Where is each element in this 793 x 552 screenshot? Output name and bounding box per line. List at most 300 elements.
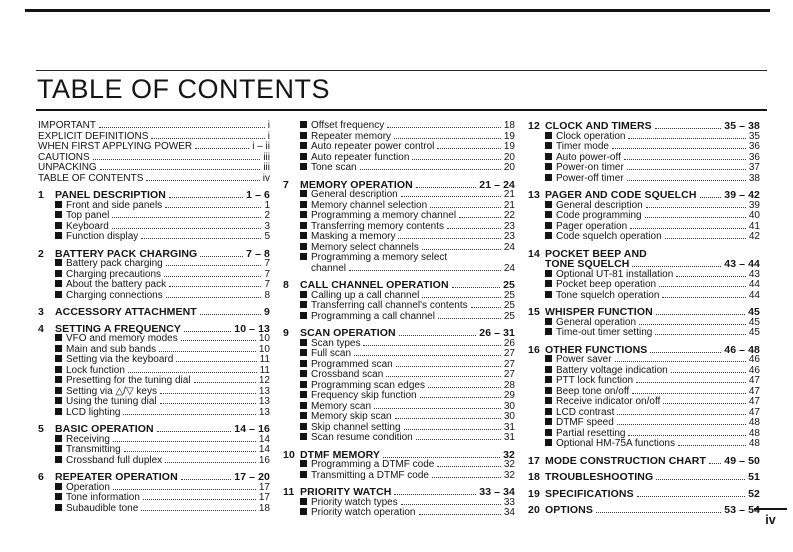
section-number: 19 bbox=[528, 487, 540, 500]
page-ref: 32 bbox=[503, 469, 515, 481]
dot-leader bbox=[612, 148, 746, 149]
square-bullet-icon bbox=[300, 412, 307, 419]
dot-leader bbox=[663, 403, 746, 404]
square-bullet-icon bbox=[55, 259, 62, 266]
toc-section-heading bbox=[528, 505, 760, 516]
front-matter-entry bbox=[38, 163, 270, 174]
entry-label: Power-off timer bbox=[556, 172, 624, 184]
page-ref: 42 bbox=[748, 231, 760, 242]
square-bullet-icon bbox=[55, 232, 62, 239]
entry-label: Skip channel setting bbox=[311, 421, 401, 433]
toc-entry bbox=[528, 291, 760, 302]
square-bullet-icon bbox=[300, 163, 307, 170]
entry-label: Lock function bbox=[66, 364, 125, 376]
square-bullet-icon bbox=[300, 121, 307, 128]
toc-entry bbox=[528, 211, 760, 222]
toc-section-heading bbox=[38, 424, 270, 435]
page-ref: 44 bbox=[748, 289, 760, 301]
toc-entry-line2 bbox=[283, 264, 515, 275]
dot-leader bbox=[386, 376, 501, 377]
square-bullet-icon bbox=[55, 355, 62, 362]
toc-section-heading bbox=[528, 456, 760, 467]
square-bullet-icon bbox=[300, 142, 307, 149]
square-bullet-icon bbox=[545, 366, 552, 373]
page-ref: 30 bbox=[503, 400, 515, 412]
toc-entry bbox=[528, 174, 760, 185]
toc-section-heading bbox=[283, 487, 515, 498]
dot-leader bbox=[113, 489, 256, 490]
dot-leader bbox=[437, 466, 501, 467]
square-bullet-icon bbox=[545, 270, 552, 277]
toc-section-heading bbox=[528, 307, 760, 318]
dot-leader bbox=[624, 159, 746, 160]
entry-label: Time-out timer setting bbox=[556, 327, 653, 338]
page-ref: 30 bbox=[503, 411, 515, 422]
square-bullet-icon bbox=[545, 232, 552, 239]
toc-entry bbox=[283, 142, 515, 153]
square-bullet-icon bbox=[545, 355, 552, 362]
entry-label: Receive indicator on/off bbox=[556, 396, 661, 407]
page-ref: 44 bbox=[748, 279, 760, 290]
page-ref: 13 bbox=[258, 385, 270, 397]
dot-leader bbox=[628, 138, 745, 139]
toc-entry bbox=[283, 301, 515, 312]
page-ref: 21 bbox=[503, 189, 515, 200]
square-bullet-icon bbox=[300, 360, 307, 367]
page-ref: 17 – 20 bbox=[234, 471, 270, 483]
dot-leader bbox=[112, 217, 261, 218]
page-ref: 48 bbox=[748, 427, 760, 439]
square-bullet-icon bbox=[545, 418, 552, 425]
section-number: 9 bbox=[283, 327, 289, 339]
page-ref: 20 bbox=[503, 151, 515, 163]
toc-entry bbox=[38, 397, 270, 408]
section-title: SETTING A FREQUENCY bbox=[55, 322, 181, 335]
dot-leader bbox=[632, 393, 746, 394]
dot-leader bbox=[452, 287, 500, 288]
toc-entry bbox=[283, 433, 515, 444]
dot-leader bbox=[100, 169, 261, 170]
page-ref: 9 bbox=[264, 306, 270, 318]
entry-label: Memory scan bbox=[311, 400, 372, 412]
dot-leader bbox=[395, 418, 501, 419]
entry-label: About the battery pack bbox=[66, 279, 167, 290]
entry-label: VFO and memory modes bbox=[66, 333, 178, 344]
dot-leader bbox=[112, 228, 262, 229]
entry-label: Programming a call channel bbox=[311, 310, 435, 322]
dot-leader bbox=[422, 249, 501, 250]
page-ref: 19 bbox=[503, 141, 515, 152]
toc-entry bbox=[528, 328, 760, 339]
page-ref: 12 bbox=[258, 375, 270, 386]
toc-section-heading bbox=[528, 190, 760, 201]
entry-label: Priority watch types bbox=[311, 496, 398, 508]
square-bullet-icon bbox=[545, 222, 552, 229]
section-number: 11 bbox=[283, 486, 295, 498]
square-bullet-icon bbox=[545, 163, 552, 170]
page-ref: 46 – 48 bbox=[724, 343, 760, 356]
toc-entry bbox=[283, 508, 515, 519]
square-bullet-icon bbox=[55, 201, 62, 208]
dot-leader bbox=[363, 345, 500, 346]
page-ref: 46 bbox=[748, 354, 760, 365]
square-bullet-icon bbox=[300, 339, 307, 346]
toc-section bbox=[528, 190, 760, 243]
toc-entry bbox=[38, 291, 270, 302]
entry-label: Operation bbox=[66, 481, 110, 493]
dot-leader bbox=[93, 159, 261, 160]
toc-column-1 bbox=[38, 121, 270, 525]
dot-leader bbox=[396, 366, 501, 367]
page-ref: 20 bbox=[503, 162, 515, 173]
dot-leader bbox=[123, 414, 255, 415]
toc-entry bbox=[38, 280, 270, 291]
page-ref: 53 – 54 bbox=[724, 504, 760, 516]
section-number: 15 bbox=[528, 306, 540, 318]
page-ref: 7 bbox=[264, 258, 270, 269]
section-number: 18 bbox=[528, 471, 540, 483]
section-title: PRIORITY WATCH bbox=[300, 486, 392, 498]
dot-leader bbox=[420, 397, 501, 398]
toc-entry bbox=[528, 439, 760, 450]
square-bullet-icon bbox=[300, 460, 307, 467]
entry-label: Timer mode bbox=[556, 141, 609, 152]
page-ref: 25 bbox=[503, 289, 515, 301]
entry-label: Auto repeater function bbox=[311, 151, 410, 163]
square-bullet-icon bbox=[300, 291, 307, 298]
dot-leader bbox=[383, 457, 500, 458]
section-title: MODE CONSTRUCTION CHART bbox=[545, 454, 706, 467]
entry-label: Full scan bbox=[311, 348, 352, 359]
entry-label: Transmitting a DTMF code bbox=[311, 469, 429, 481]
toc-section-heading bbox=[528, 489, 760, 500]
page-ref: 24 bbox=[503, 241, 515, 253]
page-ref: 27 bbox=[503, 348, 515, 359]
square-bullet-icon bbox=[55, 291, 62, 298]
toc-entry bbox=[38, 334, 270, 345]
dot-leader bbox=[428, 387, 501, 388]
toc-column-2 bbox=[283, 121, 515, 525]
dot-leader bbox=[438, 318, 501, 319]
square-bullet-icon bbox=[300, 471, 307, 478]
dot-leader bbox=[627, 169, 746, 170]
page-ref: 7 – 8 bbox=[246, 247, 270, 260]
square-bullet-icon bbox=[545, 387, 552, 394]
section-title: PANEL DESCRIPTION bbox=[55, 189, 166, 201]
page-ref: 45 bbox=[748, 306, 760, 318]
page-ref: 23 bbox=[503, 231, 515, 242]
entry-label: General description bbox=[556, 199, 643, 211]
section-title: MEMORY OPERATION bbox=[300, 178, 413, 191]
entry-label: Keyboard bbox=[66, 220, 109, 232]
section-number: 12 bbox=[528, 120, 540, 132]
entry-label: Top panel bbox=[66, 210, 110, 221]
toc-section bbox=[528, 307, 760, 339]
dot-leader bbox=[655, 334, 746, 335]
square-bullet-icon bbox=[300, 508, 307, 515]
toc-entry bbox=[283, 163, 515, 174]
dot-leader bbox=[437, 148, 500, 149]
front-matter-entry bbox=[38, 121, 270, 132]
dot-leader bbox=[166, 297, 262, 298]
square-bullet-icon bbox=[300, 301, 307, 308]
page-ref: 37 bbox=[748, 162, 760, 173]
dot-leader bbox=[184, 331, 231, 332]
entry-label: General operation bbox=[556, 316, 637, 328]
page-ref: 11 bbox=[259, 364, 270, 376]
page-ref: 14 bbox=[258, 433, 270, 445]
section-number: 20 bbox=[528, 504, 540, 516]
square-bullet-icon bbox=[300, 232, 307, 239]
entry-label: Charging connections bbox=[66, 289, 163, 301]
toc-entry bbox=[528, 376, 760, 387]
entry-label: Auto power-off bbox=[556, 151, 621, 163]
page-ref: 29 bbox=[503, 390, 515, 401]
dot-leader bbox=[628, 435, 745, 436]
dot-leader bbox=[416, 187, 476, 188]
dot-leader bbox=[169, 197, 243, 198]
page-ref: 45 bbox=[748, 316, 760, 328]
square-bullet-icon bbox=[55, 280, 62, 287]
page-ref: 52 bbox=[748, 487, 760, 500]
entry-label: Crossband full duplex bbox=[66, 454, 163, 466]
page-ref: 31 bbox=[503, 432, 515, 443]
square-bullet-icon bbox=[55, 397, 62, 404]
dot-leader bbox=[422, 297, 500, 298]
dot-leader bbox=[164, 276, 261, 277]
square-bullet-icon bbox=[55, 504, 62, 511]
page-ref: 32 bbox=[503, 459, 515, 470]
dot-leader bbox=[141, 238, 261, 239]
section-title: CLOCK AND TIMERS bbox=[545, 120, 652, 132]
page-ref: 28 bbox=[503, 379, 515, 391]
entry-label: Transmitting bbox=[66, 444, 121, 455]
entry-label: Transferring memory contents bbox=[311, 220, 445, 232]
entry-label: Calling up a call channel bbox=[311, 289, 420, 301]
entry-label: Crossband scan bbox=[311, 369, 384, 380]
page-ref: 47 bbox=[748, 385, 760, 397]
square-bullet-icon bbox=[300, 132, 307, 139]
dot-leader bbox=[128, 372, 257, 373]
page-ref: 7 bbox=[264, 279, 270, 290]
entry-label: IMPORTANT bbox=[38, 120, 96, 131]
square-bullet-icon bbox=[55, 270, 62, 277]
dot-leader bbox=[394, 138, 501, 139]
dot-leader bbox=[181, 479, 232, 480]
dot-leader bbox=[398, 238, 500, 239]
square-bullet-icon bbox=[55, 483, 62, 490]
toc-section bbox=[283, 280, 515, 322]
page-ref: 35 bbox=[748, 130, 760, 142]
page-ref: 18 bbox=[258, 502, 270, 514]
toc-section-continued bbox=[283, 121, 515, 174]
page-ref: 11 bbox=[259, 354, 270, 365]
section-number: 2 bbox=[38, 247, 44, 260]
section-title: OPTIONS bbox=[545, 504, 593, 516]
square-bullet-icon bbox=[55, 493, 62, 500]
dot-leader bbox=[399, 335, 477, 336]
toc-section-heading bbox=[283, 328, 515, 339]
dot-leader bbox=[671, 372, 746, 373]
page-ref: 51 bbox=[748, 471, 760, 483]
page-ref: 10 bbox=[258, 333, 270, 344]
entry-label: EXPLICIT DEFINITIONS bbox=[38, 130, 149, 142]
dot-leader bbox=[432, 477, 501, 478]
square-bullet-icon bbox=[300, 243, 307, 250]
square-bullet-icon bbox=[55, 211, 62, 218]
page-ref: 43 – 44 bbox=[724, 258, 760, 270]
entry-label: Partial resetting bbox=[556, 427, 626, 439]
entry-label: Programming a memory channel bbox=[311, 210, 457, 221]
entry-label: Function display bbox=[66, 231, 139, 242]
toc-entry bbox=[38, 259, 270, 270]
page-ref: 26 – 31 bbox=[479, 327, 515, 339]
entry-label: Subaudible tone bbox=[66, 502, 139, 514]
toc-entry bbox=[38, 232, 270, 243]
dot-leader bbox=[650, 352, 721, 353]
toc-entry bbox=[283, 312, 515, 323]
dot-leader bbox=[471, 307, 501, 308]
toc-section bbox=[283, 180, 515, 275]
dot-leader bbox=[419, 514, 501, 515]
toc-section bbox=[528, 121, 760, 184]
entry-label: Clock operation bbox=[556, 130, 626, 142]
dot-leader bbox=[349, 270, 501, 271]
entry-label: Optional UT-81 installation bbox=[556, 268, 674, 280]
page-ref: 32 bbox=[503, 448, 515, 461]
square-bullet-icon bbox=[300, 370, 307, 377]
dot-leader bbox=[646, 207, 746, 208]
toc-section bbox=[283, 450, 515, 482]
page-ref: 47 bbox=[748, 406, 760, 418]
toc-section-heading bbox=[528, 472, 760, 483]
square-bullet-icon bbox=[545, 439, 552, 446]
square-bullet-icon bbox=[300, 253, 307, 260]
entry-label: Repeater memory bbox=[311, 130, 392, 142]
toc-entry bbox=[283, 412, 515, 423]
entry-label: Main and sub bands bbox=[66, 343, 157, 355]
entry-label: Battery voltage indication bbox=[556, 364, 668, 376]
page-ref: 14 bbox=[258, 444, 270, 455]
dot-leader bbox=[194, 382, 256, 383]
toc-section-heading bbox=[38, 472, 270, 483]
entry-label: Optional HM-75A functions bbox=[556, 438, 675, 449]
page-ref: 22 bbox=[503, 210, 515, 221]
entry-label: Power saver bbox=[556, 354, 612, 365]
section-title: SCAN OPERATION bbox=[300, 327, 396, 339]
dot-leader bbox=[151, 138, 264, 139]
dot-leader bbox=[113, 441, 256, 442]
page-ref: 17 bbox=[258, 481, 270, 493]
square-bullet-icon bbox=[300, 153, 307, 160]
toc-entry bbox=[38, 376, 270, 387]
entry-label: Beep tone on/off bbox=[556, 385, 630, 397]
page-ref: 26 bbox=[503, 337, 515, 349]
square-bullet-icon bbox=[300, 222, 307, 229]
entry-label: Battery pack charging bbox=[66, 258, 163, 269]
section-number: 1 bbox=[38, 189, 44, 201]
page-ref: 36 bbox=[748, 141, 760, 152]
toc-entry bbox=[283, 349, 515, 360]
entry-label: WHEN FIRST APPLYING POWER bbox=[38, 141, 193, 152]
square-bullet-icon bbox=[300, 312, 307, 319]
toc-section bbox=[283, 328, 515, 444]
dot-leader bbox=[146, 180, 259, 181]
page-title: TABLE OF CONTENTS bbox=[37, 74, 331, 104]
toc-section bbox=[38, 190, 270, 243]
title-top-rule bbox=[36, 70, 767, 71]
dot-leader bbox=[401, 196, 501, 197]
entry-label: Power-on timer bbox=[556, 162, 624, 173]
dot-leader bbox=[459, 217, 501, 218]
toc-entry bbox=[528, 397, 760, 408]
page-ref: iii bbox=[263, 162, 270, 173]
dot-leader bbox=[656, 314, 745, 315]
entry-label: Presetting for the tuning dial bbox=[66, 375, 191, 386]
entry-label: Programmed scan bbox=[311, 358, 393, 370]
entry-label: Memory select channels bbox=[311, 241, 419, 253]
toc-section bbox=[38, 307, 270, 318]
dot-leader bbox=[639, 324, 746, 325]
dot-leader bbox=[99, 127, 265, 128]
toc-entry bbox=[38, 445, 270, 456]
toc-entry bbox=[528, 418, 760, 429]
entry-label: UNPACKING bbox=[38, 162, 97, 173]
entry-label: Front and side panels bbox=[66, 199, 163, 211]
front-matter-entry bbox=[38, 174, 270, 185]
toc-section-heading bbox=[38, 307, 270, 318]
section-title: ACCESSORY ATTACHMENT bbox=[55, 306, 197, 318]
square-bullet-icon bbox=[545, 328, 552, 335]
entry-label: Programming a DTMF code bbox=[311, 459, 435, 470]
entry-label: Pager operation bbox=[556, 220, 628, 232]
entry-label: Memory channel selection bbox=[311, 199, 428, 211]
square-bullet-icon bbox=[545, 201, 552, 208]
page-ref: 10 – 13 bbox=[234, 322, 270, 335]
page-ref: 3 bbox=[264, 220, 270, 232]
entry-label: channel bbox=[311, 262, 347, 274]
page-ref: 48 bbox=[748, 417, 760, 428]
section-number: 3 bbox=[38, 306, 44, 318]
section-title: CALL CHANNEL OPERATION bbox=[300, 279, 449, 291]
square-bullet-icon bbox=[545, 376, 552, 383]
dot-leader bbox=[700, 197, 722, 198]
page-ref: 10 bbox=[258, 343, 270, 355]
square-bullet-icon bbox=[300, 349, 307, 356]
entry-label: CAUTIONS bbox=[38, 151, 90, 163]
dot-leader bbox=[655, 128, 721, 129]
page-ref: 25 bbox=[503, 300, 515, 311]
dot-leader bbox=[200, 314, 261, 315]
entry-label: Transferring call channel's contents bbox=[311, 300, 468, 311]
page-ref: i bbox=[267, 130, 270, 142]
page-ref: 17 bbox=[258, 492, 270, 503]
section-title: WHISPER FUNCTION bbox=[545, 306, 653, 318]
section-title: BASIC OPERATION bbox=[55, 423, 154, 435]
dot-leader bbox=[176, 361, 256, 362]
square-bullet-icon bbox=[300, 433, 307, 440]
page-ref: 31 bbox=[503, 421, 515, 433]
toc-section bbox=[38, 249, 270, 302]
section-number: 5 bbox=[38, 423, 44, 435]
toc-entry bbox=[283, 211, 515, 222]
toc-section bbox=[528, 472, 760, 483]
toc-entry bbox=[38, 211, 270, 222]
page-ref: 34 bbox=[503, 507, 515, 518]
dot-leader bbox=[678, 445, 746, 446]
dot-leader bbox=[394, 494, 476, 495]
dot-leader bbox=[160, 393, 256, 394]
